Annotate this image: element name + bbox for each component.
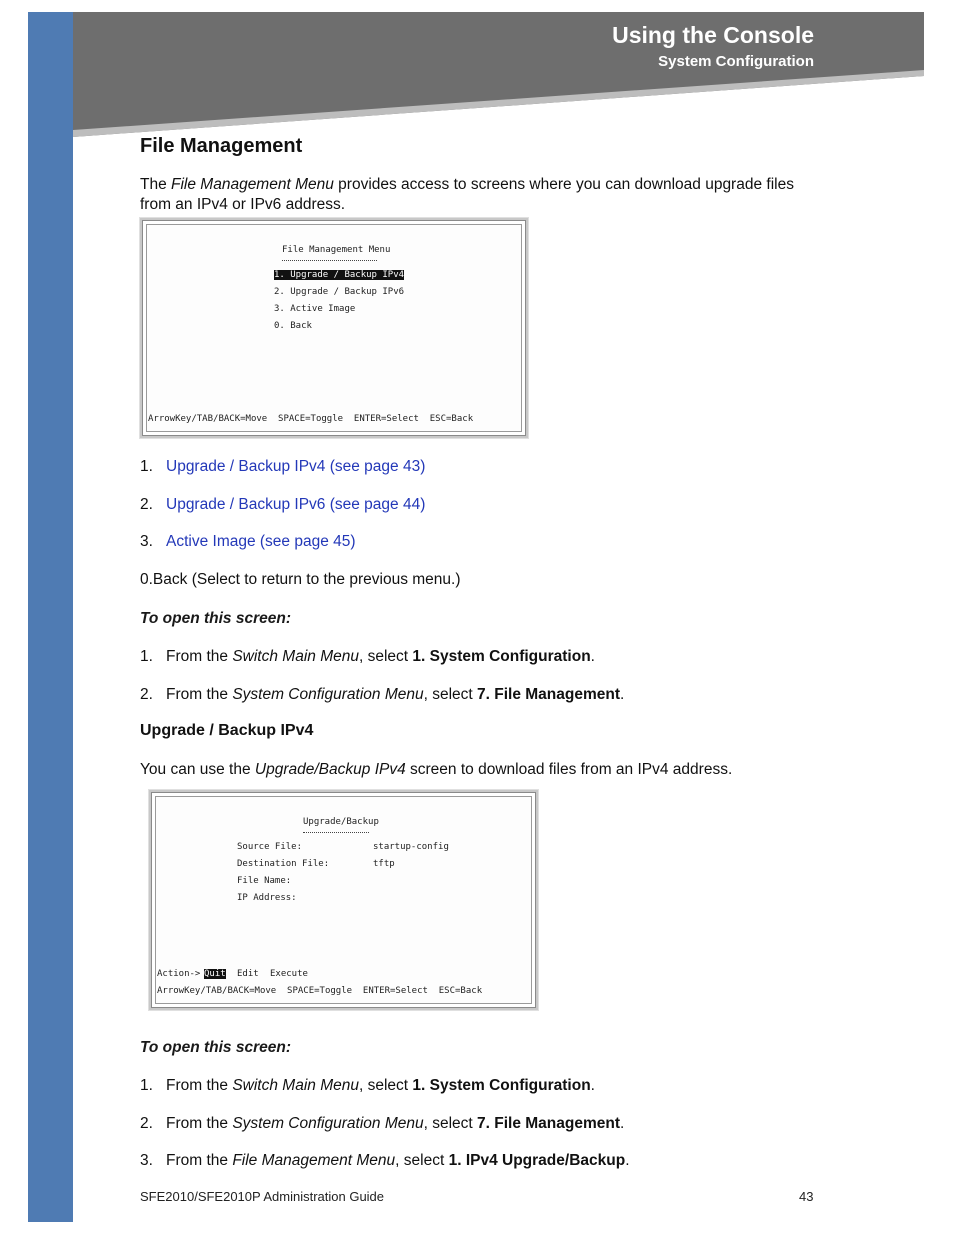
intro-text-suffix: provides access to screens where you can download upgrade files from an IPv4 or IPv6 address. [140, 176, 794, 213]
step-item [140, 1114, 624, 1134]
console-action-quit: Quit [204, 969, 226, 979]
step-bold: 7. File Management [477, 1115, 620, 1132]
step-text: From the [166, 686, 233, 703]
intro-text: The [140, 176, 172, 193]
step-text: , select [423, 686, 478, 703]
footer-guide-title: SFE2010/SFE2010P Administration Guide [140, 1189, 385, 1204]
step-number: 1. [140, 1077, 153, 1094]
step-italic: System Configuration Menu [232, 1115, 424, 1132]
console-field-label: Source File: [237, 842, 303, 852]
link-upgrade-ipv6[interactable]: Upgrade / Backup IPv6 (see page 44) [166, 496, 426, 513]
console-menu-item: 0. Back [274, 321, 312, 331]
file-management-console [140, 218, 528, 438]
list-number: 1. [140, 458, 153, 475]
intro-text: You can use the [140, 761, 255, 778]
step-number: 2. [140, 686, 153, 703]
step-bold: 1. System Configuration [412, 1077, 591, 1094]
console-menu-item-selected: 1. Upgrade / Backup IPv4 [274, 270, 405, 280]
step-text: . [620, 686, 625, 703]
header-subtitle: System Configuration [658, 53, 814, 70]
step-item [140, 1151, 630, 1171]
step-text: From the [166, 648, 233, 665]
sidebar-band [28, 12, 73, 1222]
step-text: From the [166, 1115, 233, 1132]
upgrade-backup-console [149, 790, 538, 1010]
step-text: From the [166, 1077, 233, 1094]
step-bold: 1. IPv4 Upgrade/Backup [448, 1152, 626, 1169]
step-text: , select [395, 1152, 449, 1169]
step-text: . [620, 1115, 625, 1132]
step-bold: 1. System Configuration [412, 648, 591, 665]
console-field-label: File Name: [237, 876, 292, 886]
intro-text-suffix: screen to download files from an IPv4 address. [405, 761, 733, 778]
console-action-label: Action-> [157, 969, 201, 979]
console-menu-item: 3. Active Image [274, 304, 356, 314]
console-field-label: IP Address: [237, 893, 297, 903]
step-bold: 7. File Management [477, 686, 620, 703]
step-text: , select [358, 1077, 413, 1094]
list-item [140, 457, 425, 477]
console-field-value: startup-config [373, 842, 449, 852]
step-number: 3. [140, 1152, 153, 1169]
header-title: Using the Console [612, 22, 814, 48]
section-heading: File Management [140, 135, 303, 157]
subsection-heading: Upgrade / Backup IPv4 [140, 722, 314, 739]
step-italic: Switch Main Menu [232, 1077, 359, 1094]
step-number: 2. [140, 1115, 153, 1132]
console-field-value: tftp [373, 859, 395, 869]
link-upgrade-ipv4[interactable]: Upgrade / Backup IPv4 (see page 43) [166, 458, 426, 475]
link-active-image[interactable]: Active Image (see page 45) [166, 533, 356, 550]
step-italic: Switch Main Menu [232, 648, 359, 665]
console-field-label: Destination File: [237, 859, 330, 869]
list-number: 3. [140, 533, 153, 550]
section-intro [140, 175, 820, 215]
subsection-intro [140, 760, 732, 780]
step-text: . [625, 1152, 630, 1169]
back-description: 0.Back (Select to return to the previous menu.) [140, 571, 461, 588]
console-action-execute: Execute [270, 969, 308, 979]
step-item [140, 647, 595, 667]
intro-italic: File Management Menu [171, 176, 334, 193]
console-action-edit: Edit [237, 969, 259, 979]
step-text: From the [166, 1152, 233, 1169]
step-text: , select [358, 648, 413, 665]
list-item [140, 495, 425, 515]
step-item [140, 1076, 595, 1096]
console-menu-item: 2. Upgrade / Backup IPv6 [274, 287, 405, 297]
list-item [140, 532, 356, 552]
console-footer: ArrowKey/TAB/BACK=Move SPACE=Toggle ENTER=Select ESC=Back [148, 414, 474, 424]
step-text: . [590, 1077, 595, 1094]
console-title-underline [303, 831, 369, 833]
console-title: File Management Menu [282, 245, 391, 255]
step-number: 1. [140, 648, 153, 665]
step-item [140, 685, 624, 705]
open-screen-label: To open this screen: [140, 1039, 292, 1056]
step-text: , select [423, 1115, 478, 1132]
intro-italic: Upgrade/Backup IPv4 [254, 761, 406, 778]
step-italic: System Configuration Menu [232, 686, 424, 703]
list-number: 2. [140, 496, 153, 513]
console-title-underline [282, 259, 377, 261]
open-screen-label: To open this screen: [140, 610, 292, 627]
footer-page-number: 43 [799, 1189, 814, 1204]
console-footer: ArrowKey/TAB/BACK=Move SPACE=Toggle ENTER=Select ESC=Back [157, 986, 483, 996]
console-title: Upgrade/Backup [303, 817, 379, 827]
step-italic: File Management Menu [232, 1152, 396, 1169]
step-text: . [590, 648, 595, 665]
